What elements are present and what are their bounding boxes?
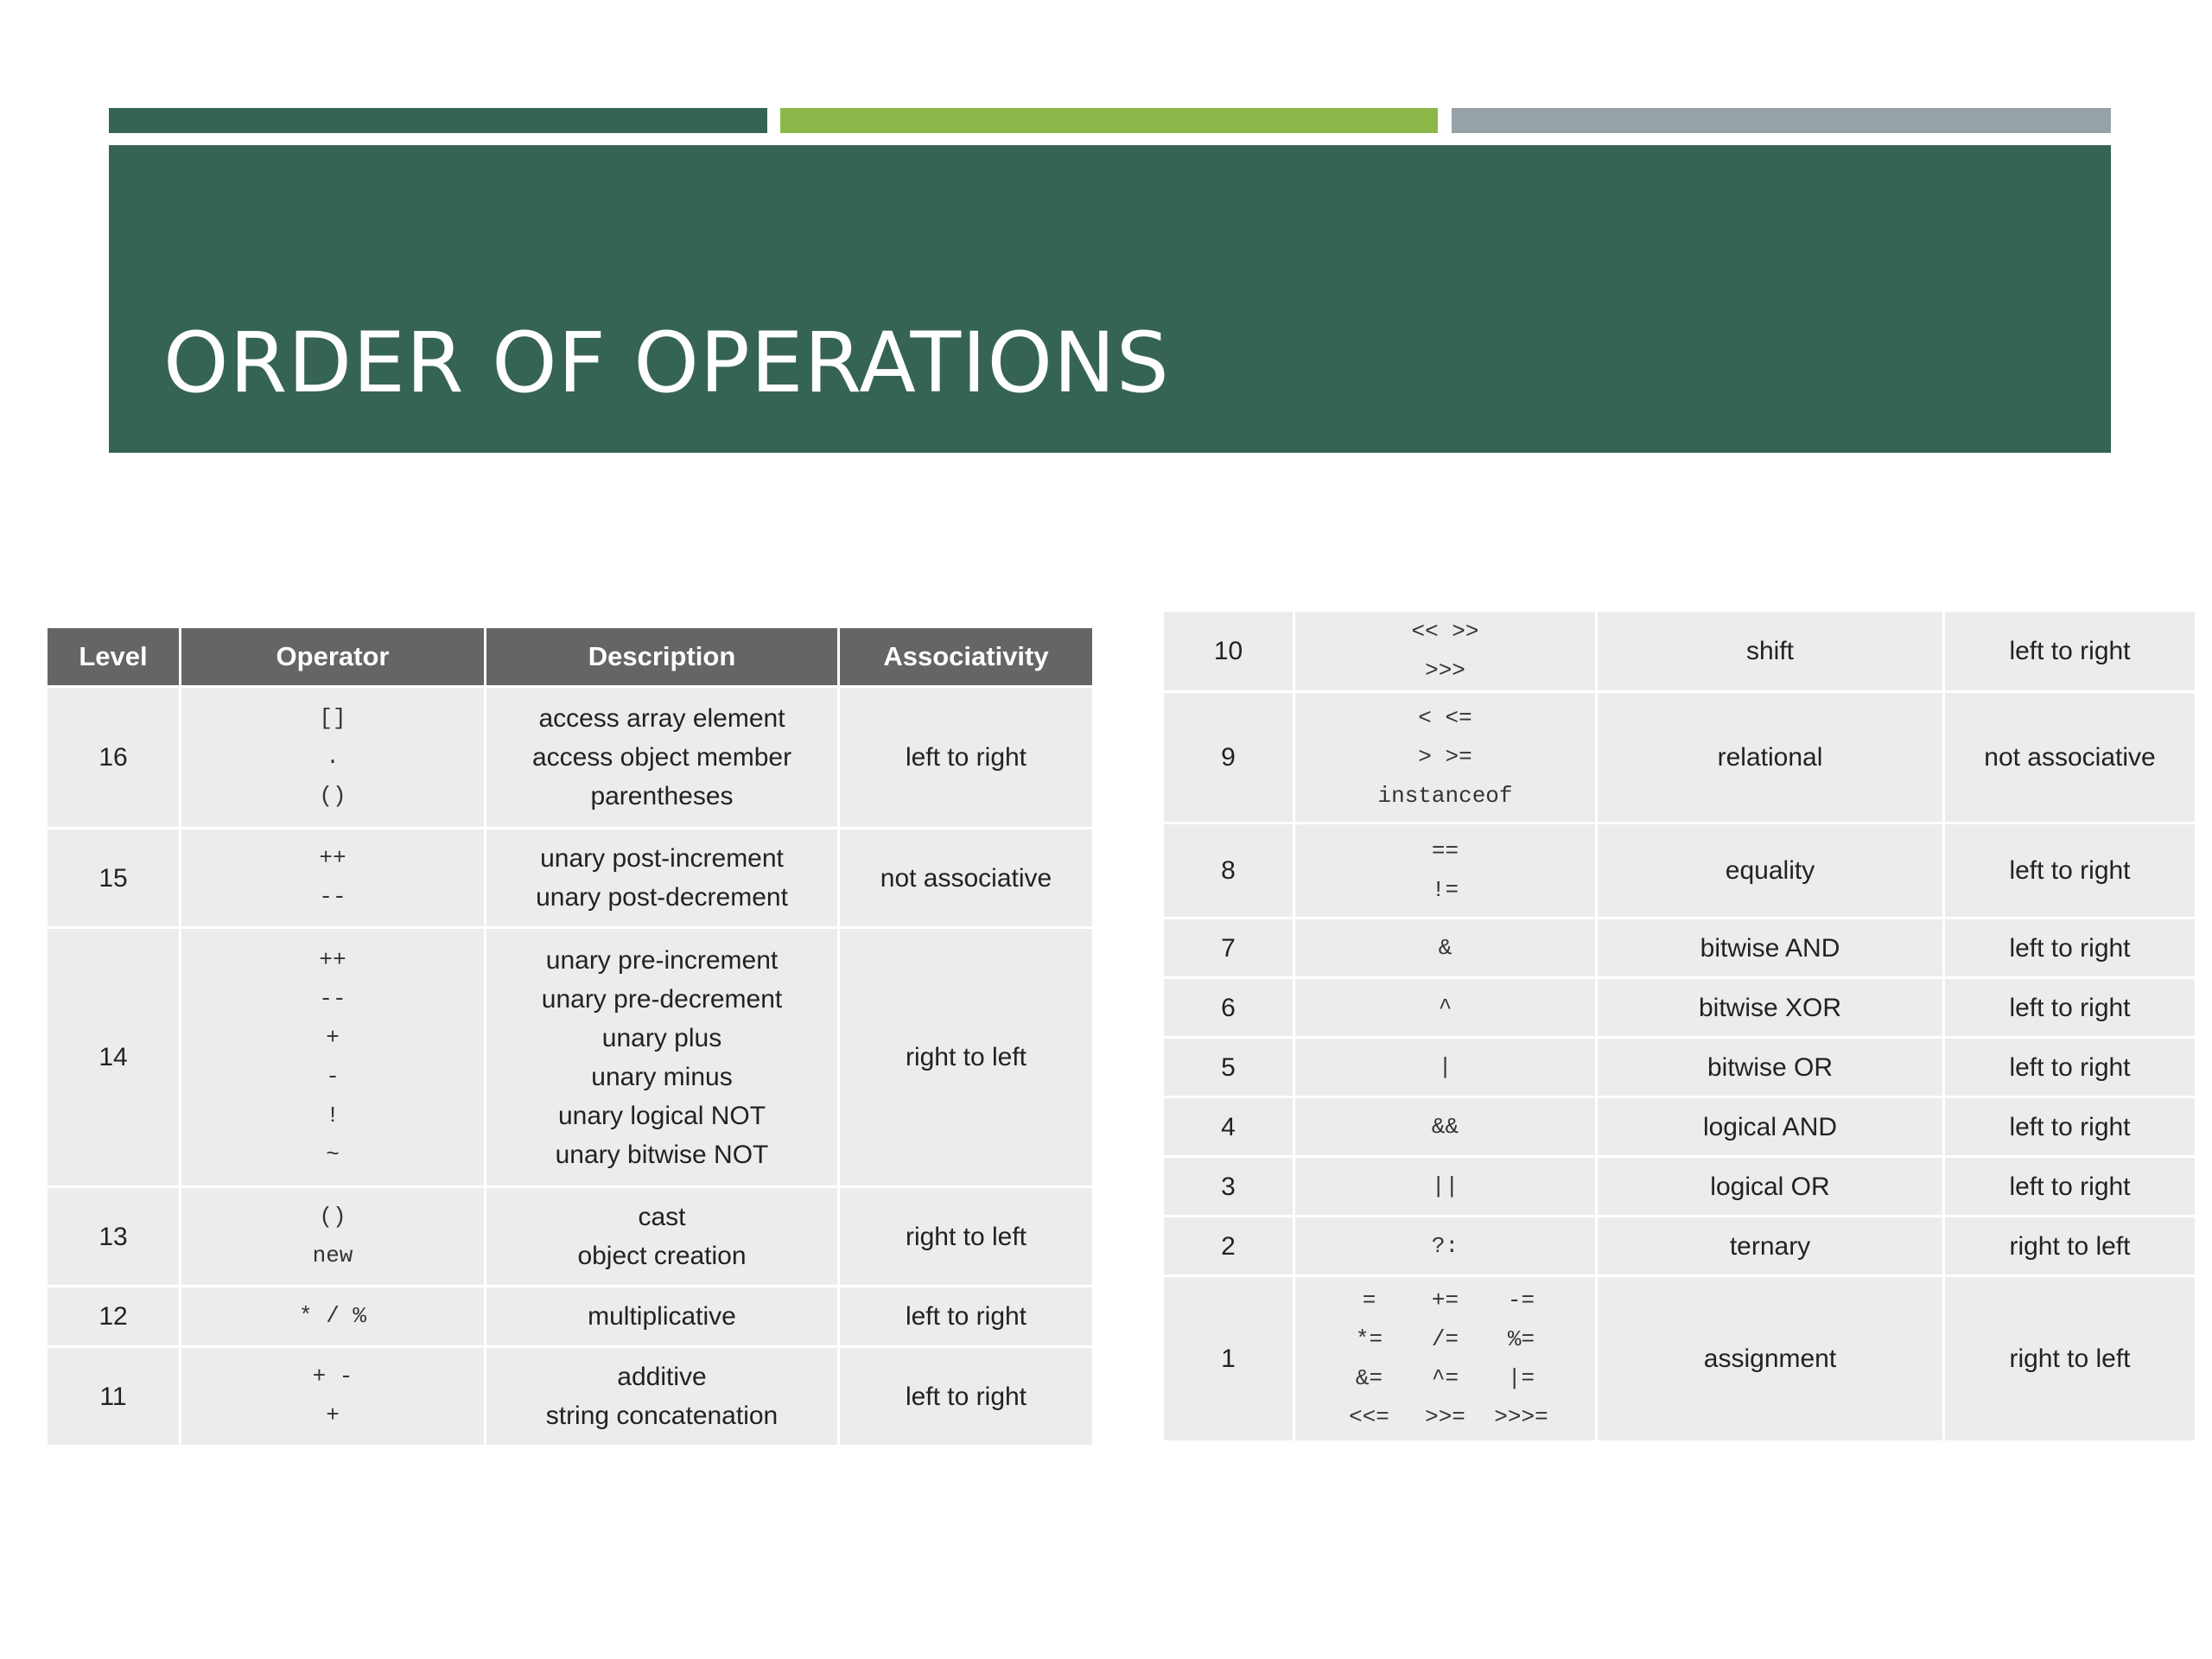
operator-symbol: &= [1355,1364,1383,1391]
operator-symbol: . [326,744,340,770]
associativity-cell: right to left [839,1187,1094,1287]
description-cell [486,687,839,829]
associativity-cell: right to left [839,928,1094,1187]
description-cell [1597,918,1944,978]
accent-bar-light-green [780,108,1438,133]
operator-symbol: ! [326,1102,340,1128]
operator-cell [181,1187,486,1287]
operator-cell [181,687,486,829]
table-row [1163,1038,2196,1097]
operator-table-left [45,626,1095,1447]
level-cell: 4 [1163,1097,1294,1157]
description-line: relational [1717,743,1823,772]
description-line: bitwise XOR [1698,993,1842,1022]
description-line: additive [617,1363,707,1391]
operator-symbol: > >= [1418,744,1472,770]
description-cell [1597,1157,1944,1217]
operator-cell [181,829,486,928]
associativity-cell: left to right [1944,1157,2196,1217]
description-cell [1597,1038,1944,1097]
operator-cell [1294,1097,1597,1157]
level-cell: 7 [1163,918,1294,978]
level-cell: 15 [47,829,181,928]
description-cell [1597,1276,1944,1442]
table-row [1163,1217,2196,1276]
description-cell [486,1187,839,1287]
slide-title: ORDER OF OPERATIONS [163,315,1170,411]
operator-symbol: -= [1507,1287,1535,1313]
operator-symbol: new [312,1243,353,1268]
description-cell [1597,1097,1944,1157]
table-row [47,1287,1094,1347]
operator-symbol: -- [319,884,346,910]
operator-symbol: != [1431,876,1459,903]
table-row [1163,1097,2196,1157]
operator-cell [1294,692,1597,823]
description-line: unary bitwise NOT [555,1140,769,1169]
table-header-row [47,627,1094,687]
table-row [1163,611,2196,692]
operator-symbol: *= [1355,1325,1383,1352]
associativity-cell: left to right [1944,1097,2196,1157]
operator-table-right [1161,609,2197,1443]
description-line: unary minus [591,1062,733,1091]
level-cell: 8 [1163,823,1294,918]
operator-symbol: < <= [1418,705,1472,731]
description-line: ternary [1729,1231,1811,1261]
description-line: bitwise OR [1707,1052,1834,1082]
table-row [1163,918,2196,978]
operator-cell [1294,1217,1597,1276]
description-cell [486,928,839,1187]
associativity-cell: left to right [839,1347,1094,1446]
description-line: access array element [538,704,785,733]
operator-symbol: [] [319,705,346,731]
table-row [47,687,1094,829]
operator-symbol: instanceof [1377,783,1513,809]
description-cell [486,829,839,928]
associativity-cell: left to right [1944,611,2196,692]
description-line: unary logical NOT [557,1101,766,1130]
associativity-cell: left to right [1944,978,2196,1038]
operator-symbol: + [326,1024,340,1051]
table-row [1163,1276,2196,1442]
operator-symbol: <<= [1349,1403,1389,1430]
description-line: access object member [531,743,792,772]
description-cell [1597,611,1944,692]
level-cell: 2 [1163,1217,1294,1276]
operator-cell [181,1347,486,1446]
operator-symbol: |= [1507,1364,1535,1391]
description-line: multiplicative [588,1302,736,1331]
level-cell: 14 [47,928,181,1187]
level-cell: 12 [47,1287,181,1347]
operator-symbol: >>> [1425,657,1465,683]
operator-cell [1294,978,1597,1038]
level-cell: 6 [1163,978,1294,1038]
operator-cell [1294,823,1597,918]
description-line: unary pre-decrement [541,984,783,1014]
operator-symbol: ^= [1431,1364,1459,1391]
table-row [47,829,1094,928]
operator-cell [181,928,486,1187]
operator-cell [1294,1276,1597,1442]
operator-symbol: %= [1507,1325,1535,1352]
operator-symbol: + [326,1402,340,1428]
associativity-cell: right to left [1944,1217,2196,1276]
operator-symbol: >>>= [1494,1403,1548,1430]
header-associativity: Associativity [839,627,1094,687]
description-line: assignment [1703,1344,1837,1373]
operator-symbol: += [1431,1287,1459,1313]
operator-symbol: + - [312,1363,353,1389]
operator-symbol: ^ [1438,994,1452,1020]
associativity-cell: right to left [1944,1276,2196,1442]
description-cell [1597,823,1944,918]
operator-symbol: - [326,1063,340,1090]
operator-symbol: << >> [1411,618,1479,645]
description-line: shift [1745,637,1795,665]
operator-symbol: /= [1431,1325,1459,1352]
header-operator: Operator [181,627,486,687]
level-cell: 9 [1163,692,1294,823]
table-row [47,928,1094,1187]
description-line: equality [1725,856,1815,885]
table-row [47,1347,1094,1446]
operator-symbol: * / % [298,1303,366,1329]
associativity-cell: not associative [1944,692,2196,823]
table-row [47,1187,1094,1287]
table-row [1163,823,2196,918]
description-line: logical OR [1710,1172,1830,1201]
description-line: bitwise AND [1700,933,1840,963]
operator-cell [1294,1038,1597,1097]
operator-symbol: () [319,1204,346,1230]
header-level: Level [47,627,181,687]
description-line: unary plus [601,1023,722,1052]
description-cell [1597,1217,1944,1276]
title-banner [109,145,2111,453]
level-cell: 10 [1163,611,1294,692]
operator-symbol: -- [319,985,346,1012]
accent-bar-dark-green [109,108,767,133]
operator-cell [1294,918,1597,978]
operator-symbol: ~ [326,1141,340,1167]
level-cell: 1 [1163,1276,1294,1442]
level-cell: 3 [1163,1157,1294,1217]
table-row [1163,692,2196,823]
description-line: unary post-increment [540,844,784,873]
level-cell: 16 [47,687,181,829]
description-cell [486,1287,839,1347]
description-line: cast [638,1203,686,1231]
operator-symbol: = [1362,1287,1376,1313]
accent-bar-gray [1452,108,2111,133]
level-cell: 5 [1163,1038,1294,1097]
operator-cell [181,1287,486,1347]
operator-symbol: ++ [319,845,346,871]
operator-symbol: == [1431,837,1459,864]
header-description: Description [486,627,839,687]
description-line: unary pre-increment [545,945,779,975]
level-cell: 11 [47,1347,181,1446]
table-row [1163,1157,2196,1217]
operator-grid [1295,1281,1595,1437]
description-line: string concatenation [545,1402,779,1430]
table-row [1163,978,2196,1038]
description-cell [486,1347,839,1446]
operator-symbol: >>= [1425,1403,1465,1430]
operator-symbol: || [1431,1173,1459,1199]
description-cell [1597,978,1944,1038]
description-line: logical AND [1702,1112,1838,1141]
description-line: parentheses [590,782,734,810]
operator-symbol: () [319,783,346,809]
operator-symbol: && [1431,1113,1459,1140]
associativity-cell: left to right [839,687,1094,829]
operator-symbol: ++ [319,946,346,973]
associativity-cell: left to right [1944,823,2196,918]
operator-symbol: ?: [1431,1232,1459,1259]
operator-symbol: | [1438,1053,1452,1080]
description-line: object creation [577,1242,747,1270]
associativity-cell: left to right [1944,918,2196,978]
associativity-cell: not associative [839,829,1094,928]
operator-cell [1294,1157,1597,1217]
level-cell: 13 [47,1187,181,1287]
description-cell [1597,692,1944,823]
associativity-cell: left to right [839,1287,1094,1347]
associativity-cell: left to right [1944,1038,2196,1097]
operator-cell [1294,611,1597,692]
description-line: unary post-decrement [536,883,788,912]
operator-symbol: & [1438,934,1452,961]
